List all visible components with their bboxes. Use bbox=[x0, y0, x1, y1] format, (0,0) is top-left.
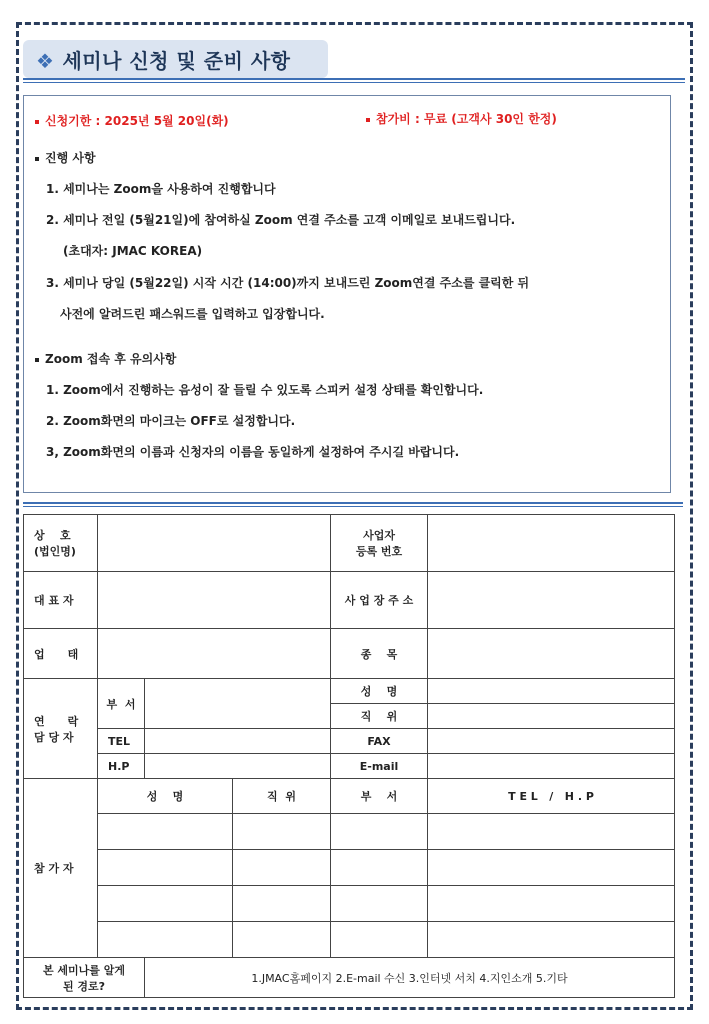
progress-heading bbox=[35, 149, 96, 166]
attendee-4-position[interactable] bbox=[233, 922, 331, 958]
attendee-3-contact[interactable] bbox=[428, 886, 675, 922]
hp-label: H.P bbox=[98, 754, 145, 779]
attendee-4-name[interactable] bbox=[98, 922, 233, 958]
email-label: E-mail bbox=[331, 754, 428, 779]
progress-heading-text: 진행 사항 bbox=[45, 151, 96, 165]
attendee-2-dept[interactable] bbox=[331, 850, 428, 886]
attendee-4-dept[interactable] bbox=[331, 922, 428, 958]
company-label: 상 호 (법인명) bbox=[24, 515, 98, 572]
position-field[interactable] bbox=[428, 704, 675, 729]
fax-label: FAX bbox=[331, 729, 428, 754]
square-bullet-icon bbox=[35, 157, 39, 161]
ceo-label: 대 표 자 bbox=[24, 572, 98, 629]
fee-line bbox=[366, 110, 557, 127]
attendee-2-position[interactable] bbox=[233, 850, 331, 886]
contact-label: 연 락 담 당 자 bbox=[24, 679, 98, 779]
notice-box bbox=[23, 95, 671, 493]
attendee-2-name[interactable] bbox=[98, 850, 233, 886]
fax-field[interactable] bbox=[428, 729, 675, 754]
page-title-text: 세미나 신청 및 준비 사항 bbox=[62, 49, 291, 73]
ceo-field[interactable] bbox=[98, 572, 331, 629]
tel-field[interactable] bbox=[145, 729, 331, 754]
tel-label: TEL bbox=[98, 729, 145, 754]
attendee-1-dept[interactable] bbox=[331, 814, 428, 850]
caution-item-2: 2. Zoom화면의 마이크는 OFF로 설정합니다. bbox=[46, 414, 296, 428]
title-divider bbox=[23, 78, 685, 83]
attendee-label: 참 가 자 bbox=[24, 779, 98, 958]
col-contact-header: T E L / H . P bbox=[428, 779, 675, 814]
progress-item-3-cont: 사전에 알려드린 패스워드를 입력하고 입장합니다. bbox=[60, 307, 325, 321]
address-field[interactable] bbox=[428, 572, 675, 629]
email-field[interactable] bbox=[428, 754, 675, 779]
attendee-3-name[interactable] bbox=[98, 886, 233, 922]
application-form bbox=[23, 514, 675, 998]
caution-heading-text: Zoom 접속 후 유의사항 bbox=[45, 352, 177, 366]
square-bullet-icon bbox=[35, 120, 39, 124]
col-dept-header: 부 서 bbox=[331, 779, 428, 814]
progress-item-2-note: (초대자: JMAC KOREA) bbox=[63, 244, 203, 258]
attendee-1-contact[interactable] bbox=[428, 814, 675, 850]
name-label: 성 명 bbox=[331, 679, 428, 704]
dept-label: 부 서 bbox=[98, 679, 145, 729]
progress-item-1: 1. 세미나는 Zoom을 사용하여 진행합니다 bbox=[46, 182, 276, 196]
page-title bbox=[36, 45, 291, 74]
bizno-label: 사업자 등록 번호 bbox=[331, 515, 428, 572]
dept-field[interactable] bbox=[145, 679, 331, 729]
address-label: 사 업 장 주 소 bbox=[331, 572, 428, 629]
progress-item-3: 3. 세미나 당일 (5월22일) 시작 시간 (14:00)까지 보내드린 Zoom연결 주소를 클릭한 뒤 bbox=[46, 276, 530, 290]
caution-heading bbox=[35, 350, 176, 367]
name-field[interactable] bbox=[428, 679, 675, 704]
company-field[interactable] bbox=[98, 515, 331, 572]
deadline-text: 신청기한 : 2025년 5월 20일(화) bbox=[45, 114, 229, 128]
position-label: 직 위 bbox=[331, 704, 428, 729]
attendee-2-contact[interactable] bbox=[428, 850, 675, 886]
attendee-1-name[interactable] bbox=[98, 814, 233, 850]
bizno-field[interactable] bbox=[428, 515, 675, 572]
attendee-3-dept[interactable] bbox=[331, 886, 428, 922]
caution-item-3: 3, Zoom화면의 이름과 신청자의 이름을 동일하게 설정하여 주시길 바랍니다. bbox=[46, 445, 460, 459]
hp-field[interactable] bbox=[145, 754, 331, 779]
attendee-3-position[interactable] bbox=[233, 886, 331, 922]
square-bullet-icon bbox=[366, 118, 370, 122]
biztype-label: 업 태 bbox=[24, 629, 98, 679]
col-name-header: 성 명 bbox=[98, 779, 233, 814]
fee-text: 참가비 : 무료 (고객사 30인 한정) bbox=[376, 112, 557, 126]
biztype-field[interactable] bbox=[98, 629, 331, 679]
source-label: 본 세미나를 알게 된 경로? bbox=[24, 958, 145, 998]
deadline-line bbox=[35, 112, 229, 129]
progress-item-2: 2. 세미나 전일 (5월21일)에 참여하실 Zoom 연결 주소를 고객 이메일로 보내드립니다. bbox=[46, 213, 516, 227]
caution-item-1: 1. Zoom에서 진행하는 음성이 잘 들릴 수 있도록 스피커 설정 상태를 확인합니다. bbox=[46, 383, 484, 397]
bizitem-field[interactable] bbox=[428, 629, 675, 679]
source-options[interactable]: 1.JMAC홈페이지 2.E-mail 수신 3.인터넷 서치 4.지인소개 5.기타 bbox=[145, 958, 675, 998]
diamond-bullet-icon: ❖ bbox=[36, 49, 55, 73]
attendee-4-contact[interactable] bbox=[428, 922, 675, 958]
col-position-header: 직 위 bbox=[233, 779, 331, 814]
attendee-1-position[interactable] bbox=[233, 814, 331, 850]
section-divider bbox=[23, 502, 683, 507]
square-bullet-icon bbox=[35, 358, 39, 362]
bizitem-label: 종 목 bbox=[331, 629, 428, 679]
